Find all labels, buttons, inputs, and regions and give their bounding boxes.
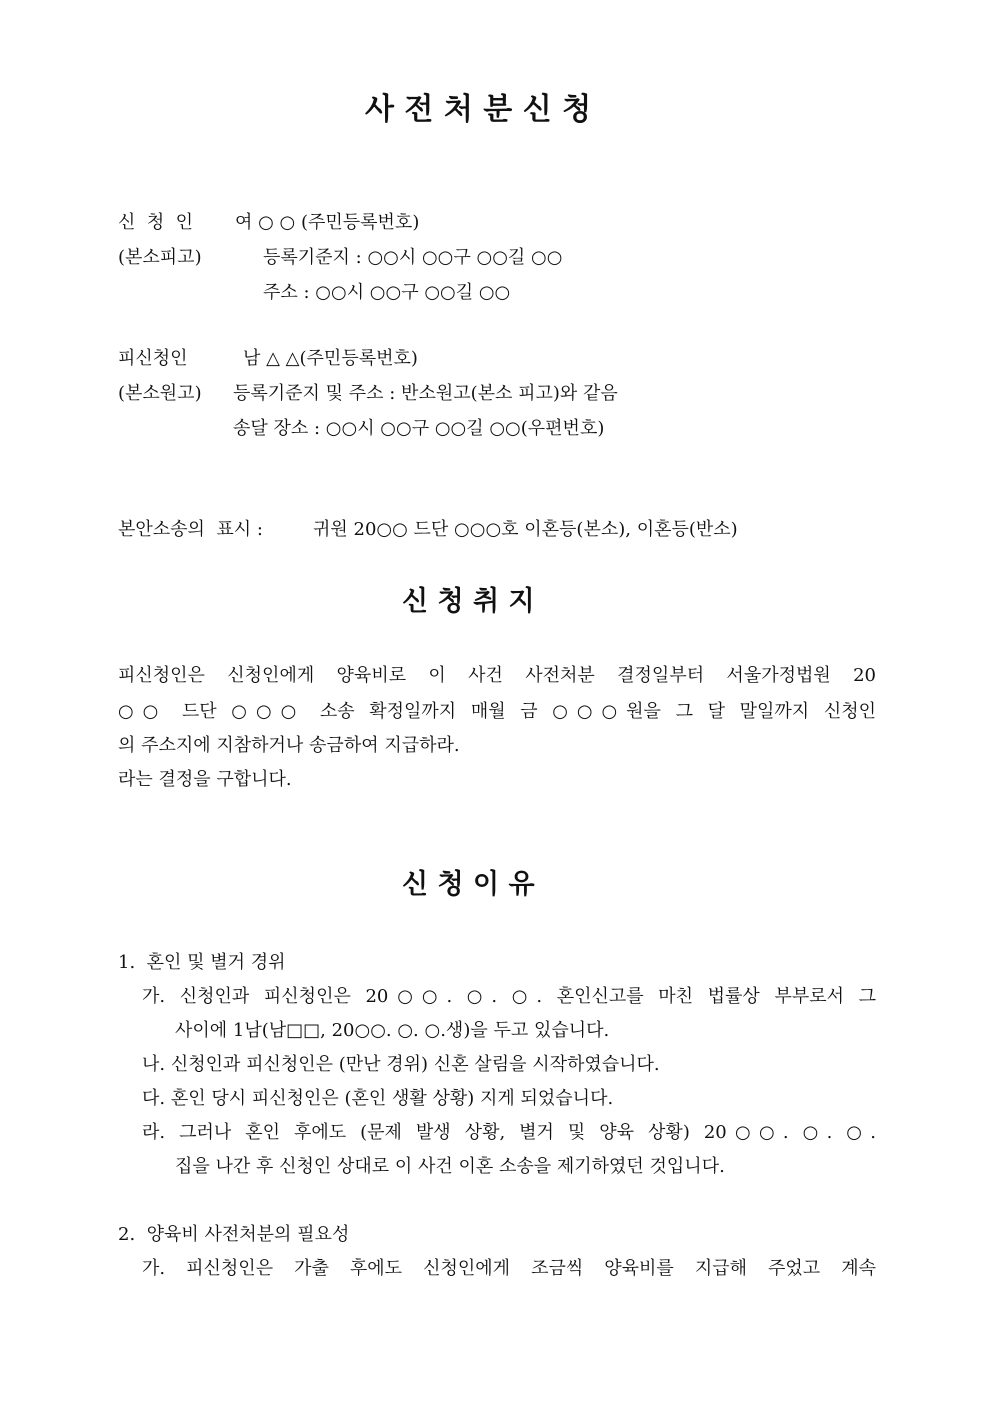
section1-item-da: 다. 혼인 당시 피신청인은 (혼인 생활 상황) 지게 되었습니다. (142, 1088, 614, 1109)
respondent-name: 남 △ △(주민등록번호) (243, 348, 418, 369)
applicant-role: (본소피고) (118, 247, 202, 268)
reasons-heading: 신 청 이 유 (402, 869, 535, 900)
respondent-label: 피신청인 (118, 348, 188, 369)
section2-item-ga: 가. 피신청인은 가출 후에도 신청인에게 조금씩 양육비를 지급해 주었고 계속 (142, 1258, 876, 1279)
respondent-delivery: 송달 장소 : ○○시 ○○구 ○○길 ○○(우편번호) (233, 418, 605, 439)
applicant-name: 여 ○ ○ (주민등록번호) (235, 212, 420, 233)
purpose-line-1: 피신청인은 신청인에게 양육비로 이 사건 사전처분 결정일부터 서울가정법원 20 (118, 665, 876, 686)
case-value: 귀원 20○○ 드단 ○○○호 이혼등(본소), 이혼등(반소) (313, 519, 738, 540)
purpose-line-2: ○○ 드단 ○○○ 소송 확정일까지 매월 금 ○○○원을 그 달 말일까지 신청인 (118, 701, 876, 722)
purpose-heading: 신 청 취 지 (402, 586, 535, 617)
section1-item-ga: 가. 신청인과 피신청인은 20○○. ○. ○. 혼인신고를 마친 법률상 부부로서 그 (142, 986, 876, 1007)
respondent-domicile: 등록기준지 및 주소 : 반소원고(본소 피고)와 같음 (233, 383, 618, 404)
applicant-domicile: 등록기준지 : ○○시 ○○구 ○○길 ○○ (263, 247, 563, 268)
respondent-role: (본소원고) (118, 383, 202, 404)
document-title: 사 전 처 분 신 청 (365, 92, 592, 127)
applicant-label: 신 청 인 (118, 212, 194, 233)
purpose-line-4: 라는 결정을 구합니다. (118, 769, 292, 790)
section1-title: 1. 혼인 및 별거 경위 (118, 952, 286, 973)
section1-item-ga-cont: 사이에 1남(남□□, 20○○. ○. ○.생)을 두고 있습니다. (175, 1020, 610, 1041)
section2-title: 2. 양육비 사전처분의 필요성 (118, 1224, 350, 1245)
case-label: 본안소송의 표시 : (118, 519, 263, 540)
section1-item-ra: 라. 그러나 혼인 후에도 (문제 발생 상황, 별거 및 양육 상황) 20○○. ○. ○. (142, 1122, 876, 1143)
applicant-address: 주소 : ○○시 ○○구 ○○길 ○○ (263, 282, 511, 303)
section1-item-na: 나. 신청인과 피신청인은 (만난 경위) 신혼 살림을 시작하였습니다. (142, 1054, 660, 1075)
section1-item-ra-cont: 집을 나간 후 신청인 상대로 이 사건 이혼 소송을 제기하였던 것입니다. (175, 1156, 725, 1177)
purpose-line-3: 의 주소지에 지참하거나 송금하여 지급하라. (118, 735, 460, 756)
